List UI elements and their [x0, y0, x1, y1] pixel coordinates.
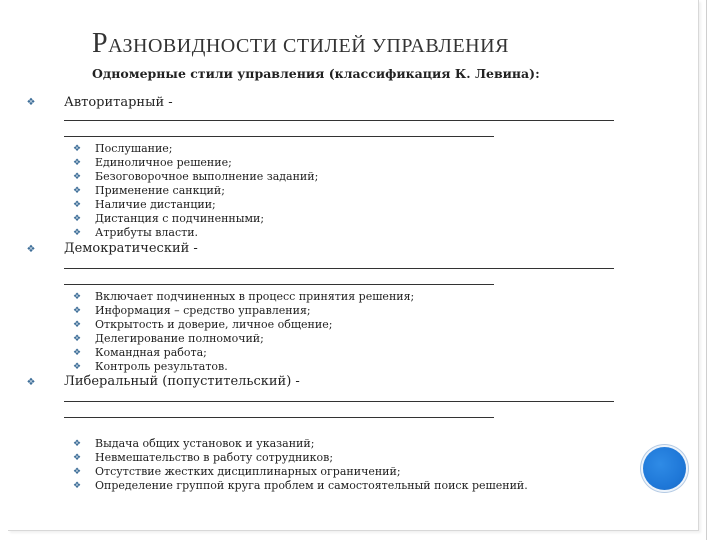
list-item: Невмешательство в работу сотрудников;	[95, 451, 334, 464]
list-item: Атрибуты власти.	[95, 226, 199, 239]
slide-title-initial: Р	[92, 28, 109, 59]
blank-fill-line	[64, 284, 494, 285]
blue-circle-icon	[643, 447, 686, 490]
list-item: Применение санкций;	[95, 184, 225, 197]
diamond-bullet-icon: ❖	[72, 362, 82, 372]
list-item: Наличие дистанции;	[95, 198, 216, 211]
section-heading-democratic: Демократический -	[64, 241, 198, 256]
list-item: Единоличное решение;	[95, 156, 232, 169]
list-item: Безоговорочное выполнение заданий;	[95, 170, 319, 183]
list-item: Делегирование полномочий;	[95, 332, 264, 345]
blank-fill-line	[64, 268, 614, 269]
blank-fill-line	[64, 136, 494, 137]
section-heading-authoritarian: Авторитарный -	[64, 95, 173, 110]
list-item: Информация – средство управления;	[95, 304, 311, 317]
slide-title	[92, 28, 509, 60]
diamond-bullet-icon: ❖	[72, 306, 82, 316]
diamond-bullet-icon: ❖	[72, 439, 82, 449]
diamond-bullet-icon: ❖	[72, 228, 82, 238]
right-border-rule	[706, 0, 707, 540]
list-item: Открытость и доверие, личное общение;	[95, 318, 333, 331]
diamond-bullet-icon: ❖	[72, 144, 82, 154]
slide-subtitle: Одномерные стили управления (классификация К. Левина):	[92, 66, 540, 81]
list-item: Отсутствие жестких дисциплинарных ограничений;	[95, 465, 401, 478]
diamond-bullet-icon: ❖	[72, 200, 82, 210]
diamond-bullet-icon: ❖	[72, 172, 82, 182]
list-item: Контроль результатов.	[95, 360, 228, 373]
diamond-bullet-icon: ❖	[72, 214, 82, 224]
list-item: Дистанция с подчиненными;	[95, 212, 265, 225]
diamond-bullet-icon: ❖	[26, 377, 36, 388]
blank-fill-line	[64, 120, 614, 121]
list-item: Послушание;	[95, 142, 173, 155]
diamond-bullet-icon: ❖	[72, 453, 82, 463]
diamond-bullet-icon: ❖	[72, 158, 82, 168]
section-heading-liberal: Либеральный (попустительский) -	[64, 374, 300, 389]
diamond-bullet-icon: ❖	[72, 481, 82, 491]
diamond-bullet-icon: ❖	[26, 244, 36, 255]
diamond-bullet-icon: ❖	[72, 186, 82, 196]
diamond-bullet-icon: ❖	[72, 334, 82, 344]
diamond-bullet-icon: ❖	[72, 320, 82, 330]
list-item: Определение группой круга проблем и самостоятельный поиск решений.	[95, 479, 528, 492]
blank-fill-line	[64, 401, 614, 402]
list-item: Командная работа;	[95, 346, 207, 359]
list-item: Включает подчиненных в процесс принятия решения;	[95, 290, 415, 303]
diamond-bullet-icon: ❖	[72, 292, 82, 302]
blank-fill-line	[64, 417, 494, 418]
diamond-bullet-icon: ❖	[72, 467, 82, 477]
slide-title-rest: АЗНОВИДНОСТИ СТИЛЕЙ УПРАВЛЕНИЯ	[108, 35, 509, 57]
diamond-bullet-icon: ❖	[26, 97, 36, 108]
list-item: Выдача общих установок и указаний;	[95, 437, 315, 450]
diamond-bullet-icon: ❖	[72, 348, 82, 358]
